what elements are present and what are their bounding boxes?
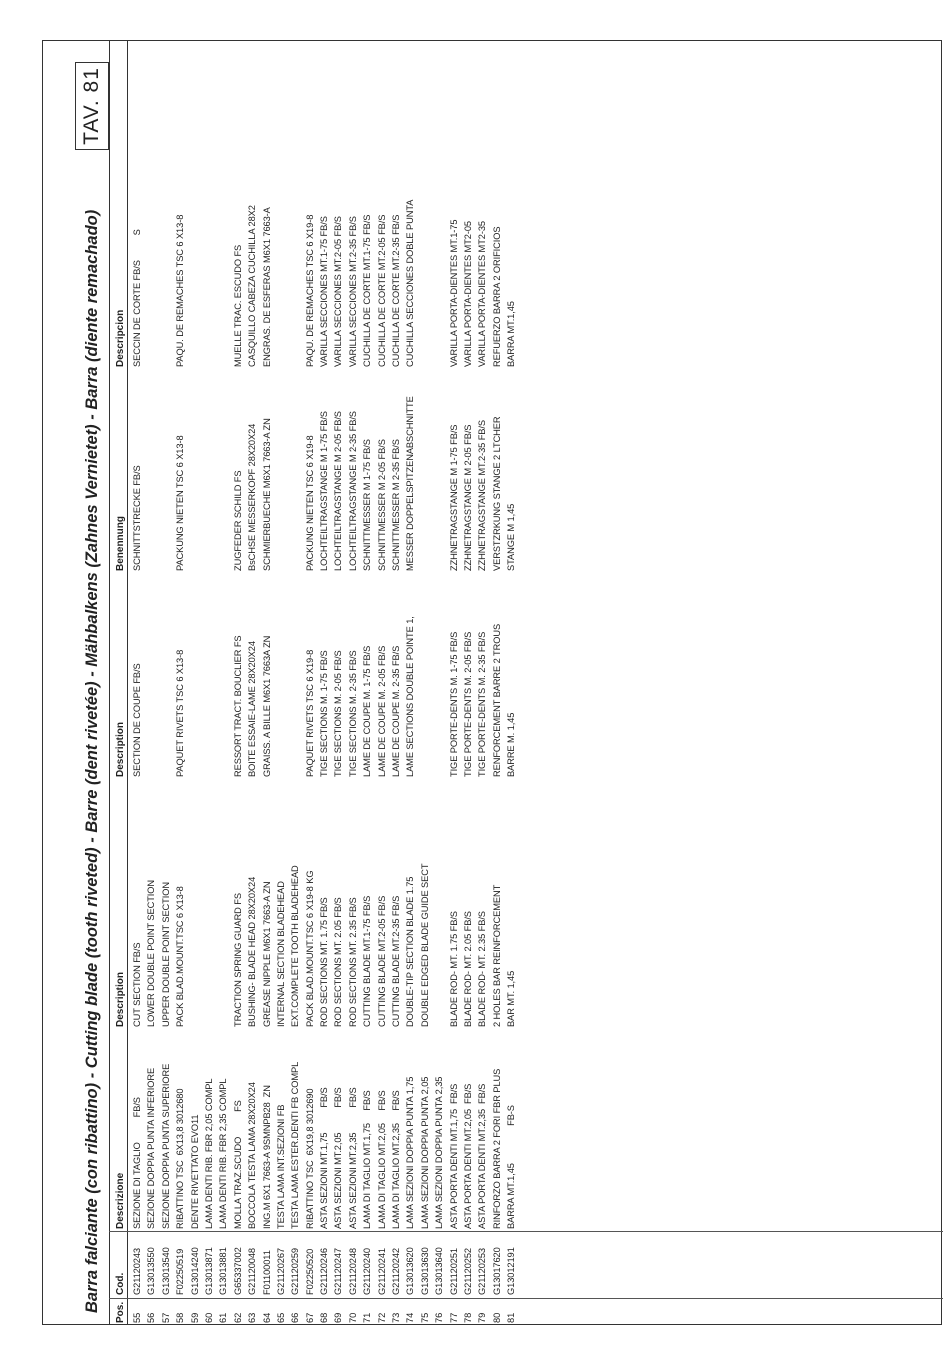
cell-it: ASTA PORTA DENTI MT.2,35 FB/S bbox=[477, 1083, 488, 1229]
cell-cod: G65337002 bbox=[232, 1247, 243, 1295]
col-header-es: Descripcion bbox=[115, 309, 126, 367]
cell-de: ZZHNETRAGSTANGE M 2-05 FB/S bbox=[462, 424, 473, 571]
table-row bbox=[475, 40, 489, 1325]
cell-es: PAQU. DE REMACHES TSC 6 X13-8 bbox=[175, 214, 186, 367]
page-title: Barra falciante (con ribattino) - Cutting blade (tooth riveted) - Barre (dent rivetée) - Mähbalkens (Zahnes Vernietet) - Barra (diente remachado) bbox=[83, 209, 101, 1313]
cell-fr: BOITE ESSAIE-LAME 28X20X24 bbox=[247, 641, 258, 777]
cell-fr: LAME DE COUPE M. 2-35 FB/S bbox=[391, 645, 402, 777]
cell-es: ENGRAS. DE ESFERAS M6X1 7663-A bbox=[261, 207, 272, 367]
cell-pos: 60 bbox=[203, 1312, 214, 1323]
cell-en: CUTTING BLADE MT.2-35 FB/S bbox=[391, 895, 402, 1027]
cell-fr: TIGE SECTIONS M. 1-75 FB/S bbox=[319, 650, 330, 777]
cell-pos: 76 bbox=[434, 1312, 445, 1323]
cell-cod: G21120253 bbox=[477, 1247, 488, 1295]
cell-pos: 75 bbox=[419, 1312, 430, 1323]
cell-pos: 81 bbox=[506, 1312, 517, 1323]
cell-it: LAMA DENTI RIB. FBR 2,35 COMPL bbox=[218, 1078, 229, 1229]
cell-pos: 72 bbox=[376, 1312, 387, 1323]
table-row bbox=[231, 40, 245, 1325]
table-row bbox=[360, 40, 374, 1325]
cell-es: CUCHILLA DE CORTE MT.1-75 FB/S bbox=[362, 214, 373, 367]
cell-cod: G13012191 bbox=[506, 1247, 517, 1295]
cell-pos: 71 bbox=[362, 1312, 373, 1323]
cell-es: REFUERZO BARRA 2 ORIFICIOS bbox=[491, 226, 502, 367]
cell-it: BARRA MT.1,45 FB-S bbox=[506, 1105, 517, 1229]
cell-cod: G21120251 bbox=[448, 1247, 459, 1295]
cell-fr: RESSORT TRACT. BOUCLIER FS bbox=[232, 635, 243, 777]
cell-it: TESTA LAMA ESTER.DENTI FB COMPL bbox=[290, 1061, 301, 1229]
cell-fr: PAQUET RIVETS TSC 6 X19-8 bbox=[304, 649, 315, 777]
cell-en: BUSHING- BLADE HEAD 28X20X24 bbox=[247, 876, 258, 1027]
cell-en: ROD SECTIONS MT. 2.05 FB/S bbox=[333, 897, 344, 1027]
cell-en: 2 HOLES BAR REINFORCEMENT bbox=[491, 884, 502, 1027]
cell-it: MOLLA TRAZ.SCUDO FS bbox=[232, 1100, 243, 1229]
table-row bbox=[144, 40, 158, 1325]
cell-pos: 74 bbox=[405, 1312, 416, 1323]
cell-es: VARILLA SECCIONES MT.2-05 FB/S bbox=[333, 216, 344, 367]
cell-de: PACKUNG NIETEN TSC 6 X13-8 bbox=[175, 435, 186, 571]
cell-de: PACKUNG NIETEN TSC 6 X19-8 bbox=[304, 435, 315, 571]
cell-fr: SECTION DE COUPE FB/S bbox=[132, 663, 142, 777]
cell-cod: G13013640 bbox=[434, 1247, 445, 1295]
cell-de: VERSTZRKUNG STANGE 2 LTCHER bbox=[491, 416, 502, 571]
cell-cod: G13013540 bbox=[160, 1247, 171, 1295]
table-row bbox=[288, 40, 302, 1325]
cell-fr: TIGE SECTIONS M. 2-35 FB/S bbox=[347, 650, 358, 777]
cell-en: UPPER DOUBLE POINT SECTION bbox=[160, 882, 171, 1027]
cell-pos: 57 bbox=[160, 1312, 171, 1323]
cell-de: ZUGFEDER SCHILD FS bbox=[232, 470, 243, 571]
cell-it: ASTA SEZIONI MT.2,35 FB/S bbox=[347, 1087, 358, 1229]
cell-pos: 59 bbox=[189, 1312, 200, 1323]
table-row bbox=[260, 40, 274, 1325]
cell-de: SCHNITTMESSER M 1-75 FB/S bbox=[362, 439, 373, 571]
cell-en: ROD SECTIONS MT. 1.75 FB/S bbox=[319, 897, 330, 1027]
cell-it: SEZIONE DOPPIA PUNTA INFERIORE bbox=[146, 1067, 157, 1229]
cell-fr: PAQUET RIVETS TSC 6 X13-8 bbox=[175, 649, 186, 777]
cell-fr: TIGE SECTIONS M. 2-05 FB/S bbox=[333, 650, 344, 777]
cell-es: CUCHILLA DE CORTE MT.2-05 FB/S bbox=[376, 214, 387, 367]
table-row bbox=[403, 40, 417, 1325]
cell-es: VARILLA PORTA-DIENTES MT2-35 bbox=[477, 221, 488, 367]
cell-cod: G21120259 bbox=[290, 1247, 301, 1295]
cell-fr: TIGE PORTE-DENTS M. 2-35 FB/S bbox=[477, 631, 488, 777]
cell-cod: G21120242 bbox=[391, 1247, 402, 1295]
parts-sheet bbox=[43, 40, 943, 1325]
cell-es: PAQU. DE REMACHES TSC 6 X19-8 bbox=[304, 214, 315, 367]
cell-it: SEZIONE DOPPIA PUNTA SUPERIORE bbox=[160, 1063, 171, 1229]
title-divider bbox=[109, 40, 110, 1325]
cell-es: CASQUILLO CABEZA CUCHILLA 28X2 bbox=[247, 205, 258, 367]
cell-cod: G21120247 bbox=[333, 1247, 344, 1295]
cell-cod: G21120048 bbox=[247, 1247, 258, 1295]
cell-pos: 79 bbox=[477, 1312, 488, 1323]
cell-fr: LAME SECTIONS DOUBLE POINTE 1, bbox=[405, 616, 416, 777]
table-row bbox=[447, 40, 461, 1325]
cell-de: BsCHSE MESSERKOPF 28X20X24 bbox=[247, 423, 258, 571]
cell-cod: F02250519 bbox=[175, 1248, 186, 1295]
cell-cod: G13017620 bbox=[491, 1247, 502, 1295]
cell-pos: 68 bbox=[319, 1312, 330, 1323]
cell-pos: 63 bbox=[247, 1312, 258, 1323]
table-row bbox=[389, 40, 403, 1325]
table-row bbox=[432, 40, 446, 1325]
cell-it: ASTA SEZIONI MT.2,05 FB/S bbox=[333, 1087, 344, 1229]
cell-it: LAMA SEZIONI DOPPIA PUNTA 2,05 bbox=[419, 1076, 430, 1229]
cell-de: SCHNITTSTRECKE FB/S bbox=[132, 465, 142, 571]
cell-fr: BARRE M. 1,45 bbox=[506, 712, 517, 777]
cell-es: CUCHILLA SECCIONES DOBLE PUNTA bbox=[405, 199, 416, 367]
table-row bbox=[317, 40, 331, 1325]
table-row bbox=[245, 40, 259, 1325]
cell-it: RINFORZO BARRA 2 FORI FBR PLUS bbox=[491, 1068, 502, 1229]
col-header-en: Description bbox=[115, 971, 126, 1027]
table-row bbox=[331, 40, 345, 1325]
cell-pos: 73 bbox=[391, 1312, 402, 1323]
cell-pos: 65 bbox=[275, 1312, 286, 1323]
table-row bbox=[418, 40, 432, 1325]
cell-cod: G13014240 bbox=[189, 1247, 200, 1295]
table-row bbox=[216, 40, 230, 1325]
parts-table bbox=[130, 40, 519, 1325]
cell-cod: G21120246 bbox=[319, 1247, 330, 1295]
cell-pos: 70 bbox=[347, 1312, 358, 1323]
cell-en: PACK BLAD.MOUNT.TSC 6 X19-8 KG bbox=[304, 870, 315, 1027]
cell-it: LAMA SEZIONI DOPPIA PUNTA 1,75 bbox=[405, 1076, 416, 1229]
cell-fr: LAME DE COUPE M. 1-75 FB/S bbox=[362, 645, 373, 777]
cell-pos: 62 bbox=[232, 1312, 243, 1323]
table-row bbox=[504, 40, 518, 1325]
cell-de: SCHNITTMESSER M 2-35 FB/S bbox=[391, 439, 402, 571]
cell-en: INTERNAL SECTION BLADEHEAD bbox=[275, 881, 286, 1027]
cell-pos: 56 bbox=[146, 1312, 157, 1323]
cell-cod: G21120252 bbox=[462, 1247, 473, 1295]
table-row bbox=[490, 40, 504, 1325]
cell-it: SEZIONE DI TAGLIO FB/S bbox=[132, 1097, 142, 1229]
cell-de: MESSER DOPPELSPITZENABSCHNITTE bbox=[405, 396, 416, 571]
cell-en: EXT.COMPLETE TOOTH BLADEHEAD bbox=[290, 865, 301, 1027]
cell-es: BARRA MT.1,45 bbox=[506, 301, 517, 367]
cell-it: ASTA SEZIONI MT.1,75 FB/S bbox=[319, 1087, 330, 1229]
cell-fr: TIGE PORTE-DENTS M. 2-05 FB/S bbox=[462, 631, 473, 777]
cell-en: CUT SECTION FB/S bbox=[132, 942, 142, 1027]
cell-it: ING.M 6X1 7663-A 9SMNPB28 ZN bbox=[261, 1085, 272, 1229]
cell-en: ROD SECTIONS MT. 2.35 FB/S bbox=[347, 897, 358, 1027]
cell-it: LAMA DI TAGLIO MT.2,35 FB/S bbox=[391, 1090, 402, 1229]
cell-en: CUTTING BLADE MT.1-75 FB/S bbox=[362, 895, 373, 1027]
cell-en: GREASE NIPPLE M6X1 7663-A ZN bbox=[261, 881, 272, 1027]
cell-it: ASTA PORTA DENTI MT.2,05 FB/S bbox=[462, 1083, 473, 1229]
header-divider bbox=[127, 40, 128, 1325]
cell-es: MUELLE TRAC. ESCUDO FS bbox=[232, 244, 243, 367]
cell-es: CUCHILLA DE CORTE MT.2-35 FB/S bbox=[391, 214, 402, 367]
cell-de: ZZHNETRAGSTANGE M 1-75 FB/S bbox=[448, 424, 459, 571]
cell-pos: 61 bbox=[218, 1312, 229, 1323]
col-header-pos: Pos. bbox=[115, 1301, 126, 1323]
cell-cod: G21120241 bbox=[376, 1247, 387, 1295]
col-header-it: Descrizione bbox=[115, 1172, 126, 1229]
cell-en: DOUBLE-TIP SECTION BLADE 1.75 bbox=[405, 876, 416, 1027]
cell-de: SCHNITTMESSER M 2-05 FB/S bbox=[376, 439, 387, 571]
cell-en: BLADE ROD- MT. 2.35 FB/S bbox=[477, 911, 488, 1027]
cell-pos: 77 bbox=[448, 1312, 459, 1323]
cell-pos: 78 bbox=[462, 1312, 473, 1323]
cell-cod: F02250520 bbox=[304, 1248, 315, 1295]
cell-fr: GRAISS. A BILLE M6X1 7663A ZN bbox=[261, 635, 272, 777]
cell-de: SCHMIERBUECHE M6X1 7663-A ZN bbox=[261, 418, 272, 571]
cell-it: LAMA SEZIONI DOPPIA PUNTA 2,35 bbox=[434, 1076, 445, 1229]
cell-pos: 69 bbox=[333, 1312, 344, 1323]
cell-cod: G21120240 bbox=[362, 1247, 373, 1295]
cell-pos: 64 bbox=[261, 1312, 272, 1323]
table-row bbox=[173, 40, 187, 1325]
table-row bbox=[130, 40, 144, 1325]
table-row bbox=[159, 40, 173, 1325]
table-row bbox=[274, 40, 288, 1325]
cell-en: BLADE ROD- MT. 2.05 FB/S bbox=[462, 911, 473, 1027]
cell-cod: G13013550 bbox=[146, 1247, 157, 1295]
cell-pos: 80 bbox=[491, 1312, 502, 1323]
cell-it: DENTE RIVETTATO EVO11 bbox=[189, 1114, 200, 1229]
cell-de: LOCHTEILTRAGSTANGE M 2-35 FB/S bbox=[347, 411, 358, 571]
cell-it: LAMA DI TAGLIO MT.1,75 FB/S bbox=[362, 1090, 373, 1229]
table-ref-box: TAV. 81 bbox=[75, 62, 109, 150]
cell-it: ASTA PORTA DENTI MT.1,75 FB/S bbox=[448, 1083, 459, 1229]
cell-pos: 66 bbox=[290, 1312, 301, 1323]
col-header-de: Benennung bbox=[115, 516, 126, 571]
cell-fr: LAME DE COUPE M. 2-05 FB/S bbox=[376, 645, 387, 777]
cell-es: VARILLA SECCIONES MT.1-75 FB/S bbox=[319, 216, 330, 367]
cell-cod: G21120243 bbox=[132, 1247, 142, 1295]
cell-it: RIBATTINO TSC 6X19,8 3012690 bbox=[304, 1088, 315, 1229]
cell-es: VARILLA PORTA-DIENTES MT2-05 bbox=[462, 221, 473, 367]
cell-fr: TIGE PORTE-DENTS M. 1-75 FB/S bbox=[448, 631, 459, 777]
cell-cod: F01100011 bbox=[261, 1250, 272, 1295]
col-header-cod: Cod. bbox=[115, 1272, 126, 1295]
cell-cod: G13013881 bbox=[218, 1247, 229, 1295]
cell-it: TESTA LAMA INT.SEZIONI FB bbox=[275, 1104, 286, 1229]
cell-en: DOUBLE EDGED BLADE GUIDE SECT bbox=[419, 863, 430, 1027]
cell-fr: RENFORCEMENT BARRE 2 TROUS bbox=[491, 623, 502, 777]
cell-cod: G13013630 bbox=[419, 1247, 430, 1295]
cell-cod: G13013871 bbox=[203, 1247, 214, 1295]
cell-pos: 67 bbox=[304, 1312, 315, 1323]
cell-de: LOCHTEILTRAGSTANGE M 2-05 FB/S bbox=[333, 411, 344, 571]
cell-en: BAR MT. 1,45 bbox=[506, 970, 517, 1027]
cell-en: TRACTION SPRING GUARD FS bbox=[232, 893, 243, 1027]
cell-cod: G21120267 bbox=[275, 1247, 286, 1295]
cell-it: LAMA DI TAGLIO MT.2,05 FB/S bbox=[376, 1090, 387, 1229]
table-row bbox=[375, 40, 389, 1325]
cell-de: STANGE M 1,45 bbox=[506, 503, 517, 571]
cell-en: BLADE ROD- MT. 1.75 FB/S bbox=[448, 911, 459, 1027]
cell-cod: G21120248 bbox=[347, 1247, 358, 1295]
table-row bbox=[303, 40, 317, 1325]
cell-es: VARILLA PORTA-DIENTES MT.1-75 bbox=[448, 219, 459, 367]
cell-de: ZZHNETRAGSTANGE MT.2-35 FB/S bbox=[477, 420, 488, 571]
cell-it: BOCCOLA TESTA LAMA 28X20X24 bbox=[247, 1082, 258, 1229]
cell-pos: 55 bbox=[132, 1312, 142, 1323]
cell-en: CUTTING BLADE MT.2-05 FB/S bbox=[376, 895, 387, 1027]
cell-it: RIBATTINO TSC 6X13,8 3012680 bbox=[175, 1088, 186, 1229]
table-row bbox=[188, 40, 202, 1325]
cell-es: SECCIN DE CORTE FB/S S bbox=[132, 229, 142, 367]
cell-de: LOCHTEILTRAGSTANGE M 1-75 FB/S bbox=[319, 411, 330, 571]
table-row bbox=[461, 40, 475, 1325]
cell-cod: G13013620 bbox=[405, 1247, 416, 1295]
table-row bbox=[346, 40, 360, 1325]
cell-it: LAMA DENTI RIB. FBR 2,05 COMPL bbox=[203, 1078, 214, 1229]
cell-en: PACK BLAD.MOUNT.TSC 6 X13-8 bbox=[175, 886, 186, 1027]
col-header-fr: Description bbox=[115, 721, 126, 777]
cell-en: LOWER DOUBLE POINT SECTION bbox=[146, 879, 157, 1027]
cell-pos: 58 bbox=[175, 1312, 186, 1323]
cell-es: VARILLA SECCIONES MT.2-35 FB/S bbox=[347, 216, 358, 367]
table-row bbox=[202, 40, 216, 1325]
